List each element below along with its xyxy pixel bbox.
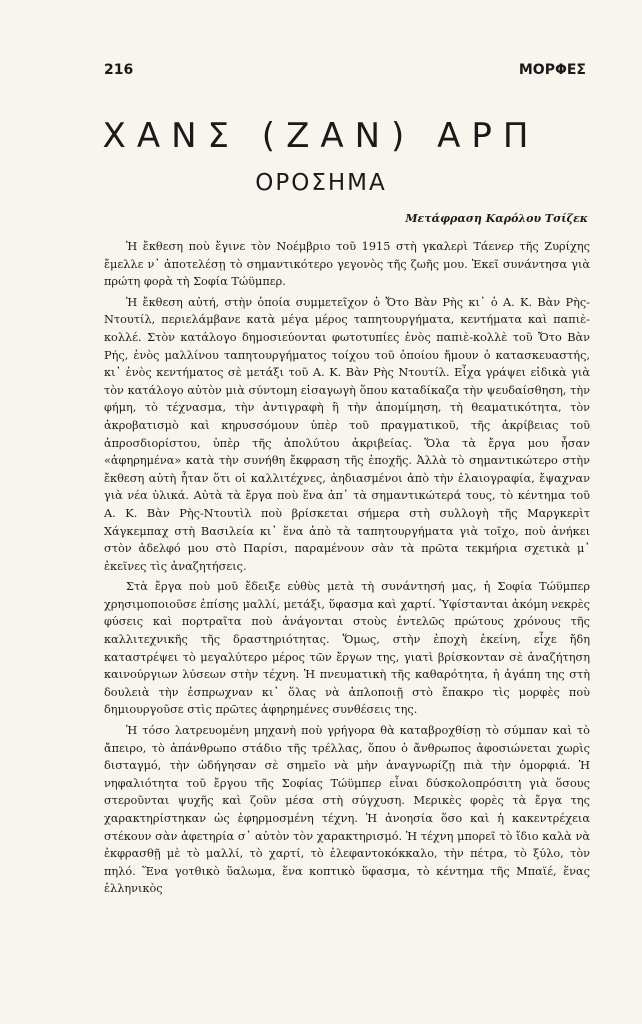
page-number: 216 — [104, 62, 134, 78]
paragraph-4: Ἡ τόσο λατρευομένη μηχανὴ ποὺ γρήγορα θὰ καταβροχθίσῃ τὸ σύμπαν καὶ τὸ ἄπειρο, τὸ ἀπάνθρωπο στάδιο τῆς τρέλλας, ὅπου ὁ ἄνθρωπος ἀφοσιώνεται χωρὶς δισταγμό, τὴν ὡδήγησαν σὲ σημεῖο νὰ μὴν ἀναγνωρίζῃ πιὰ τὴν ὀμορφιά. Ἡ νηφαλιότητα τοῦ ἔργου τῆς Σοφίας Τώϋμπερ εἶναι δύσκολοπρόσιτη γιὰ ὅσους στεροῦνται ψυχῆς καὶ ζοῦν μέσα στὴ σύγχυση. Μερικὲς φορὲς τὰ ἔργα της χαρακτηρίστηκαν ὡς ἐφηρμοσμένη τέχνη. Ἡ ἀνοησία ὅσο καὶ ἡ κακεντρέχεια στέκουν σὰν ἀφετηρία σ᾿ αὐτὸν τὸν χαρακτηρισμό. Ἡ τέχνη μπορεῖ τὸ ἴδιο καλὰ νὰ ἐκφρασθῇ μὲ τὸ μαλλί, τὸ χαρτί, τὸ ἐλεφαντοκόκκαλο, τὴν πέτρα, τὸ ξύλο, τὸν πηλό. Ἕνα γοτθικὸ ὕαλωμα, ἕνα κοπτικὸ ὕφασμα, τὸ κέντημα τῆς Μπαϊέ, ἕνας ἑλληνικὸς — [104, 724, 590, 896]
paragraph-1: Ἡ ἔκθεση ποὺ ἔγινε τὸν Νοέμβριο τοῦ 1915 στὴ γκαλερὶ Τάενερ τῆς Ζυρίχης ἔμελλε ν᾿ ἀποτελέσῃ τὸ σημαντικότερο γεγονὸς τῆς ζωῆς μου. Ἐκεῖ συνάντησα γιὰ πρώτη φορὰ τὴ Σοφία Τώϋμπερ. — [104, 240, 590, 289]
translator-credit: Μετάφραση Καρόλου Τσίζεκ — [405, 212, 588, 225]
paragraph-3: Στὰ ἔργα ποὺ μοῦ ἔδειξε εὐθὺς μετὰ τὴ συνάντησή μας, ἡ Σοφία Τώϋμπερ χρησιμοποιοῦσε ἐπίσης μαλλί, μετάξι, ὕφασμα καὶ χαρτί. Ὑφίστανται ἀκόμη νεκρὲς φύσεις καὶ πορτραῖτα ποὺ ἀνάγονται στοὺς ἐντελῶς πρώτους χρόνους τῆς καλλιτεχνικῆς τῆς δραστηριότητας. Ὅμως, στὴν ἐποχὴ ἐκείνη, εἶχε ἤδη καταστρέψει τὸ μεγαλύτερο μέρος τῶν ἔργων της, γιατὶ βρίσκονταν σὲ ἀναζήτηση καινούργιων λύσεων στὴν τέχνη. Ἡ πνευματικὴ τῆς καθαρότητα, ἡ ἀγάπη της στὴ δουλειὰ τὴν ἐσπρωχναν κι᾿ ὅλας νὰ ἀπλοποιῇ στὸ ἔπακρο τὶς μορφὲς ποὺ δημιουργοῦσε στὶς πρῶτες ἀφηρημένες συνθέσεις της. — [104, 580, 590, 717]
paragraph-2: Ἡ ἔκθεση αὐτή, στὴν ὁποία συμμετεῖχον ὁ Ὄτο Βὰν Ρὴς κι᾿ ὁ Α. Κ. Βὰν Ρὴς-Ντουτίλ, περιελάμβανε κατὰ μέγα μέρος ταπητουργήματα, κεντήματα καὶ παπιὲ-κολλέ. Στὸν κατάλογο δημοσιεύονται φωτοτυπίες ἑνὸς παπιὲ-κολλὲ τοῦ Ὄτο Βὰν Ρής, ἑνὸς μαλλίνου ταπητουργήματος τοίχου τοῦ ὁποίου ἤμουν ὁ κατασκευαστής, κι᾿ ἑνὸς κεντήματος σὲ μετάξι τοῦ Α. Κ. Βὰν Ρὴς Ντουτίλ. Εἶχα γράψει εἰδικὰ γιὰ τὸν κατάλογο αὐτὸν μιὰ σύντομη εἰσαγωγὴ ὅπου καταδίκαζα τὴν ψευδαίσθηση, τὴν φήμη, τὸ τέχνασμα, τὴν ἀντιγραφὴ ἢ τὴν ἀπομίμηση, τὴ θεαματικότητα, τὸν ἀκροβατισμὸ καὶ κηρυσσόμουν ὑπὲρ τοῦ πραγματικοῦ, τῆς ἀκρίβειας τοῦ ἀπροσδιορίστου, ὑπὲρ τῆς ἀπολύτου ἀκριβείας. Ὅλα τὰ ἔργα μου ἦσαν «ἀφηρημένα» κατὰ τὴν συνήθη ἔκφραση τῆς ἐποχῆς. Ἀλλὰ τὸ σημαντικώτερο στὴν ἔκθεση αὐτὴ ἦταν ὅτι οἱ καλλιτέχνες, ἀηδιασμένοι ἀπὸ τὴν ἐλαιογραφία, ἔψαχναν γιὰ νέα ὑλικά. Αὐτὰ τὰ ἔργα ποὺ ἕνα ἀπ᾿ τὰ σημαντικώτερά τους, τὸ κέντημα τοῦ Α. Κ. Βὰν Ρὴς-Ντουτὶλ ποὺ βρίσκεται σήμερα στὴ συλλογὴ τῆς Μαργκερὶτ Χάγκεμπαχ στὴ Βασιλεία κι᾿ ἕνα ἀπὸ τὰ ταπητουργήματα γιὰ τοῖχο, ποὺ ἀνήκει στὸν ἀδελφό μου στὸ Παρίσι, παραμένουν σὰν τὰ πρῶτα τεκμήρια σχετικὰ μ᾿ ἐκεῖνες τὶς ἀναζητήσεις. — [104, 295, 590, 573]
article-title: ΧΑΝΣ (ΖΑΝ) ΑΡΠ — [102, 116, 540, 156]
page-header — [104, 62, 586, 78]
article-body — [104, 238, 590, 901]
article-subtitle: ΟΡΟΣΗΜΑ — [255, 170, 387, 196]
journal-name: ΜΟΡΦΕΣ — [518, 62, 586, 78]
